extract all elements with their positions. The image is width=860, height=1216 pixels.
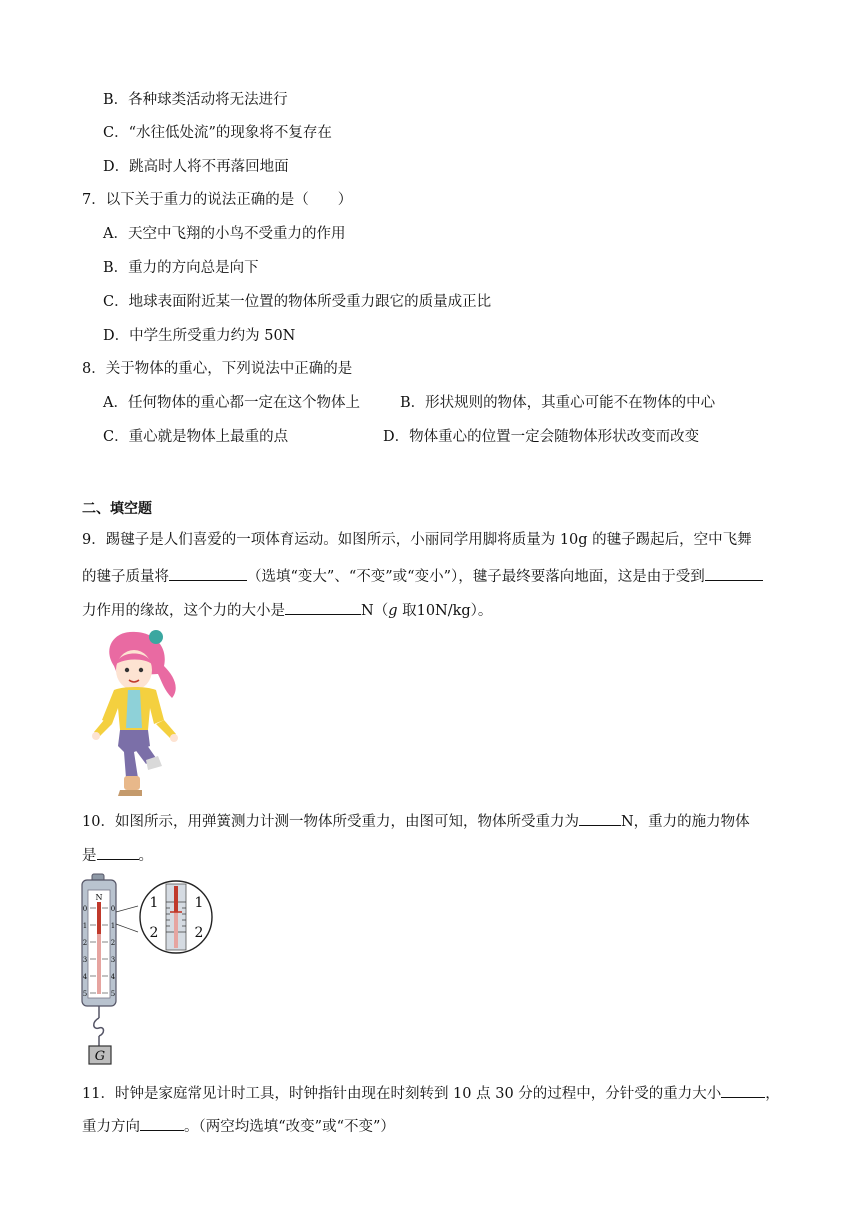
- q9-line3: [82, 599, 492, 621]
- q10-line2: [82, 844, 153, 866]
- scale-tick-2-right: 2: [110, 939, 116, 947]
- q9-blank-2[interactable]: [705, 565, 763, 581]
- q9-g-symbol: g: [388, 603, 398, 619]
- q7-option-d: D．中学生所受重力约为 50N: [103, 328, 296, 344]
- q7-option-b: B．重力的方向总是向下: [103, 260, 259, 276]
- q8-option-a: A．任何物体的重心都一定在这个物体上: [103, 395, 360, 411]
- girl-kicking-shuttlecock-illustration: [84, 628, 184, 798]
- spring-scale-diagram: [78, 872, 218, 1072]
- scale-tick-3-left: 3: [82, 956, 88, 964]
- q10-line2-text-a: 是: [82, 848, 97, 864]
- q9-line2: [82, 565, 763, 587]
- q7-option-a: A．天空中飞翔的小鸟不受重力的作用: [103, 226, 346, 242]
- q9-line3-text-c: 取10N/kg）。: [397, 603, 493, 619]
- q6-option-c: C．“水往低处流”的现象将不复存在: [103, 125, 332, 141]
- q9-line3-text-a: 力作用的缘故，这个力的大小是: [82, 603, 285, 619]
- q8-option-d: D．物体重心的位置一定会随物体形状改变而改变: [383, 429, 700, 445]
- q11-line1-text-a: 11．时钟是家庭常见计时工具，时钟指针由现在时刻转到 10 点 30 分的过程中，分针受的重力大小: [82, 1086, 722, 1102]
- q9-line3-text-b: N（: [361, 603, 389, 619]
- q10-line1: [82, 810, 750, 832]
- q11-line2-text-b: 。（两空均选填“改变”或“不变”）: [184, 1119, 395, 1135]
- q11-line2-text-a: 重力方向: [82, 1119, 140, 1135]
- zoom-tick-2-right: 2: [194, 925, 204, 941]
- q9-line2-text-b: （选填“变大”、“不变”或“变小”），毽子最终要落向地面，这是由于受到: [247, 569, 705, 585]
- q10-blank-2[interactable]: [97, 844, 139, 860]
- q11-line2: [82, 1115, 395, 1137]
- scale-tick-2-left: 2: [82, 939, 88, 947]
- scale-unit-label: N: [95, 893, 103, 902]
- q6-option-d: D．跳高时人将不再落回地面: [103, 159, 289, 175]
- q11-blank-1[interactable]: [721, 1082, 765, 1098]
- q8-stem: 8．关于物体的重心，下列说法中正确的是: [82, 361, 353, 377]
- scale-tick-5-right: 5: [110, 990, 116, 998]
- scale-tick-4-right: 4: [110, 973, 116, 981]
- q10-line2-text-b: 。: [138, 848, 153, 864]
- q11-blank-2[interactable]: [140, 1115, 184, 1131]
- scale-tick-4-left: 4: [82, 973, 88, 981]
- scale-tick-1-right: 1: [110, 922, 116, 930]
- q9-blank-1[interactable]: [169, 565, 247, 581]
- q10-line1-text-a: 10．如图所示，用弹簧测力计测一物体所受重力，由图可知，物体所受重力为: [82, 814, 579, 830]
- scale-tick-0-left: 0: [82, 905, 88, 913]
- scale-tick-3-right: 3: [110, 956, 116, 964]
- q10-line1-text-b: N，重力的施力物体: [620, 814, 750, 830]
- q11-line1-text-b: ，: [765, 1086, 780, 1102]
- scale-hook: [94, 1018, 104, 1036]
- q10-blank-1[interactable]: [579, 810, 621, 826]
- q9-line2-text-a: 的毽子质量将: [82, 569, 169, 585]
- zoom-tick-1-right: 1: [194, 895, 204, 911]
- q7-stem: 7．以下关于重力的说法正确的是（ ）: [82, 192, 353, 208]
- q8-option-b: B．形状规则的物体，其重心可能不在物体的中心: [400, 395, 716, 411]
- q8-option-c: C．重心就是物体上最重的点: [103, 429, 289, 445]
- q6-option-b: B．各种球类活动将无法进行: [103, 92, 288, 108]
- zoom-tick-1-left: 1: [149, 895, 159, 911]
- scale-tick-5-left: 5: [82, 990, 88, 998]
- section-title-fill-blank: 二、填空题: [82, 501, 152, 517]
- scale-tick-1-left: 1: [82, 922, 88, 930]
- q9-blank-3[interactable]: [285, 599, 361, 615]
- zoom-indicator: [174, 886, 178, 912]
- q11-line1: [82, 1082, 780, 1104]
- q9-line1: 9．踢毽子是人们喜爱的一项体育运动。如图所示，小丽同学用脚将质量为 10g 的毽子踢起后，空中飞舞: [82, 532, 752, 548]
- weight-label: G: [94, 1049, 106, 1064]
- zoom-tick-2-left: 2: [149, 925, 159, 941]
- scale-tick-0-right: 0: [110, 905, 116, 913]
- scale-indicator: [97, 902, 101, 934]
- q7-option-c: C．地球表面附近某一位置的物体所受重力跟它的质量成正比: [103, 294, 492, 310]
